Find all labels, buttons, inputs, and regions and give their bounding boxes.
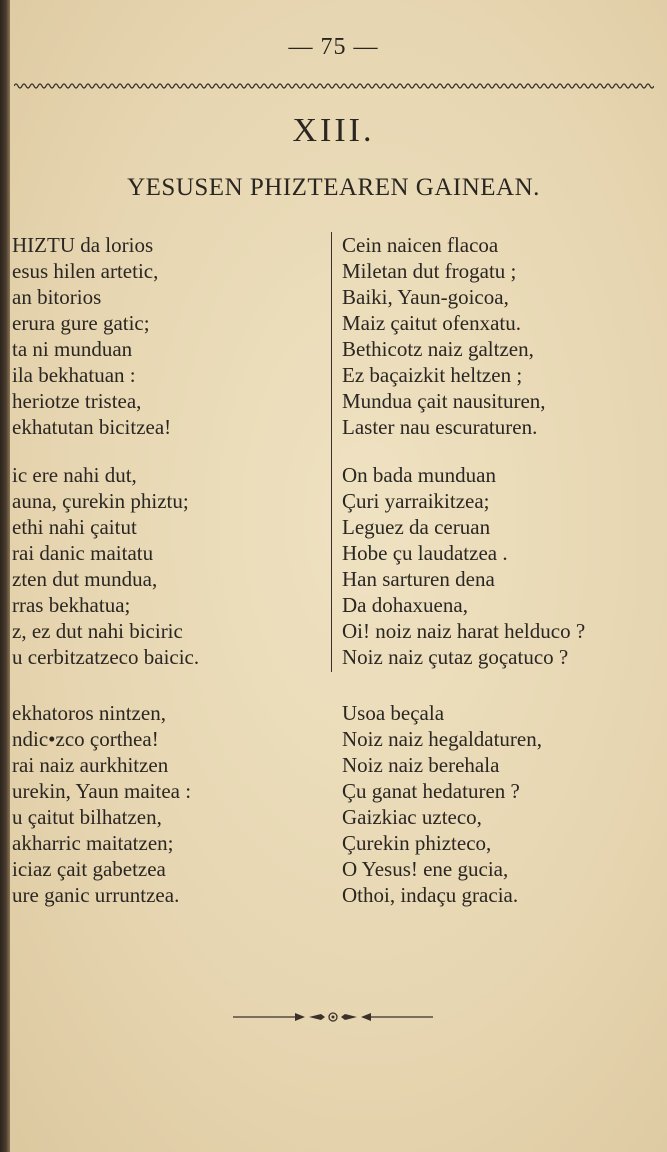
verse-line: iciaz çait gabetzea bbox=[12, 857, 166, 881]
left-stanza-1 bbox=[12, 232, 171, 440]
verse-line: akharric maitatzen; bbox=[12, 831, 174, 855]
verse-line: ekhatutan bicitzea! bbox=[12, 415, 172, 439]
verse-line: rai naiz aurkhitzen bbox=[12, 753, 169, 777]
page-number: — 75 — bbox=[288, 34, 379, 60]
verse-line: rras bekhatua; bbox=[12, 593, 131, 617]
verse-line: Baiki, Yaun-goicoa, bbox=[342, 285, 509, 309]
verse-line: erura gure gatic; bbox=[12, 311, 150, 335]
verse-line: Hobe çu laudatzea . bbox=[342, 541, 508, 565]
verse-line: Ez baçaizkit heltzen ; bbox=[342, 363, 523, 387]
verse-line: HIZTU da lorios bbox=[12, 233, 154, 257]
verse-line: rai danic maitatu bbox=[12, 541, 154, 565]
verse-line: Da dohaxuena, bbox=[342, 593, 468, 617]
verse-line: Usoa beçala bbox=[342, 701, 445, 725]
verse-line: Noiz naiz çutaz goçatuco ? bbox=[342, 645, 569, 669]
verse-line: O Yesus! ene gucia, bbox=[342, 857, 509, 881]
verse-line: ure ganic urruntzea. bbox=[12, 883, 180, 907]
right-stanza-2 bbox=[342, 462, 585, 670]
verse-line: Othoi, indaçu gracia. bbox=[342, 883, 519, 907]
verse-line: Çuri yarraikitzea; bbox=[342, 489, 490, 513]
verse-line: ekhatoros nintzen, bbox=[12, 701, 166, 725]
verse-line: Leguez da ceruan bbox=[342, 515, 491, 539]
verse-line: ila bekhatuan : bbox=[12, 363, 136, 387]
closing-ornament bbox=[233, 1010, 433, 1024]
verse-line: Maiz çaitut ofenxatu. bbox=[342, 311, 522, 335]
right-stanza-3 bbox=[342, 700, 542, 908]
verse-line: ndic•zco çorthea! bbox=[12, 727, 159, 751]
column-divider bbox=[331, 232, 332, 672]
verse-line: esus hilen artetic, bbox=[12, 259, 159, 283]
verse-line: Gaizkiac uzteco, bbox=[342, 805, 482, 829]
left-stanza-3 bbox=[12, 700, 191, 908]
left-stanza-2 bbox=[12, 462, 199, 670]
verse-line: Noiz naiz berehala bbox=[342, 753, 500, 777]
verse-line: Mundua çait nausituren, bbox=[342, 389, 546, 413]
verse-line: auna, çurekin phiztu; bbox=[12, 489, 189, 513]
verse-line: heriotze tristea, bbox=[12, 389, 142, 413]
verse-line: z, ez dut nahi biciric bbox=[12, 619, 183, 643]
verse-line: u çaitut bilhatzen, bbox=[12, 805, 162, 829]
verse-line: urekin, Yaun maitea : bbox=[12, 779, 192, 803]
verse-line: Çu ganat hedaturen ? bbox=[342, 779, 520, 803]
verse-line: ethi nahi çaitut bbox=[12, 515, 137, 539]
verse-line: Çurekin phizteco, bbox=[342, 831, 492, 855]
verse-line: ic ere nahi dut, bbox=[12, 463, 137, 487]
verse-line: Miletan dut frogatu ; bbox=[342, 259, 517, 283]
chapter-title: YESUSEN PHIZTEAREN GAINEAN. bbox=[127, 174, 540, 201]
verse-line: Han sarturen dena bbox=[342, 567, 495, 591]
verse-line: Cein naicen flacoa bbox=[342, 233, 499, 257]
verse-line: u cerbitzatzeco baicic. bbox=[12, 645, 200, 669]
verse-line: ta ni munduan bbox=[12, 337, 133, 361]
verse-line: Oi! noiz naiz harat helduco ? bbox=[342, 619, 586, 643]
right-stanza-1 bbox=[342, 232, 546, 440]
page-binding-edge bbox=[0, 0, 10, 1152]
chapter-number: XIII. bbox=[292, 112, 375, 149]
verse-line: Noiz naiz hegaldaturen, bbox=[342, 727, 542, 751]
verse-line: zten dut mundua, bbox=[12, 567, 158, 591]
verse-line: Bethicotz naiz galtzen, bbox=[342, 337, 534, 361]
verse-line: an bitorios bbox=[12, 285, 102, 309]
wavy-rule-ornament bbox=[14, 80, 654, 92]
verse-line: Laster nau escuraturen. bbox=[342, 415, 538, 439]
verse-line: On bada munduan bbox=[342, 463, 496, 487]
